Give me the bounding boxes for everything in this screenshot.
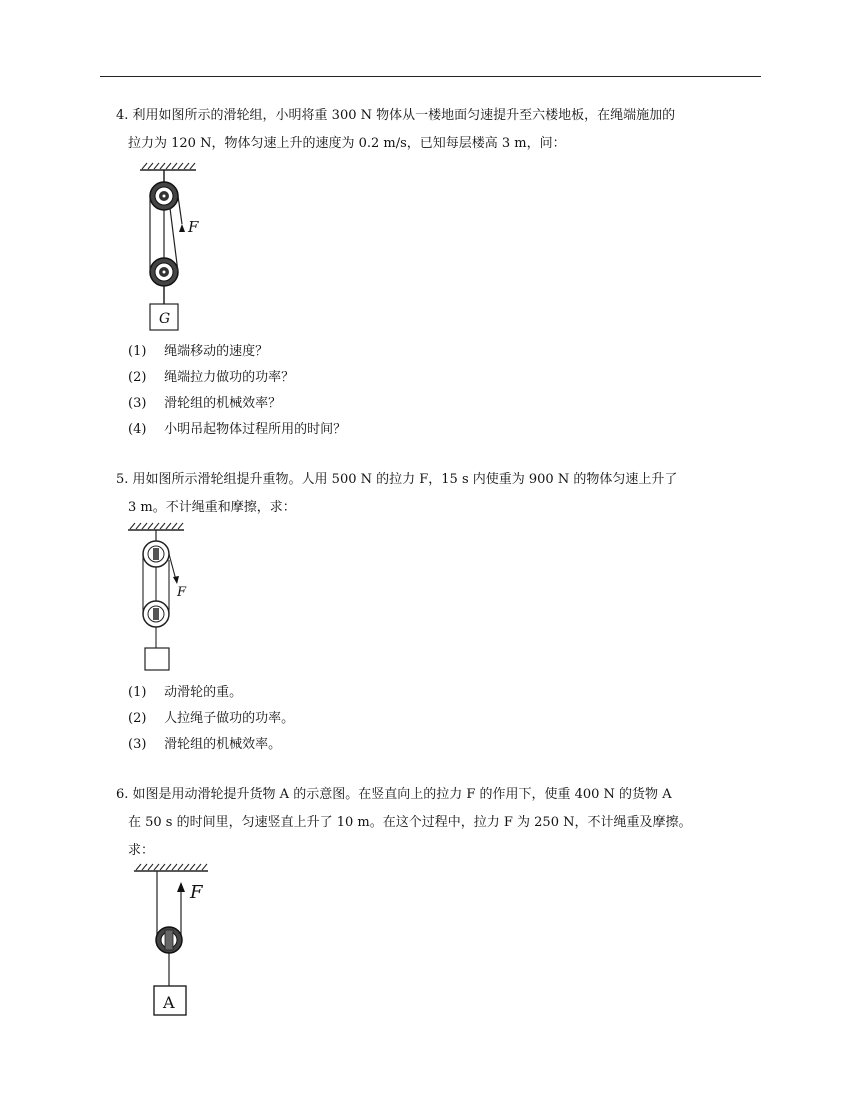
force-arrow-head xyxy=(179,224,185,232)
problem-6-line-3: 求： xyxy=(128,843,155,858)
movable-pulley xyxy=(143,601,169,627)
problem-6-line-2: 在 50 s 的时间里，匀速竖直上升了 10 m。在这个过程中，拉力 F 为 250 N，不计绳重及摩擦。 xyxy=(128,815,692,830)
weight-label: G xyxy=(159,311,171,327)
cargo-label: A xyxy=(163,993,175,1012)
question-text: 人拉绳子做功的功率。 xyxy=(164,711,295,726)
problem-6-pulley-figure xyxy=(130,862,214,1020)
fixed-pulley xyxy=(150,182,178,210)
list-item xyxy=(128,391,346,417)
problem-4-pulley-figure xyxy=(130,162,210,334)
force-arrow-head xyxy=(177,882,185,892)
question-text: 绳端移动的速度？ xyxy=(164,344,269,359)
list-item xyxy=(128,365,346,391)
problem-5-line-2: 3 m。不计绳重和摩擦，求： xyxy=(128,500,296,515)
ceiling-hatch xyxy=(140,163,196,170)
header-rule xyxy=(100,76,761,77)
question-number: (3) xyxy=(128,737,147,752)
question-text: 滑轮组的机械效率？ xyxy=(164,396,282,411)
question-number: (1) xyxy=(128,344,147,359)
question-number: (1) xyxy=(128,685,147,700)
question-text: 动滑轮的重。 xyxy=(164,685,243,700)
question-text: 绳端拉力做功的功率？ xyxy=(164,370,295,385)
weight-block xyxy=(145,648,169,670)
question-number: (2) xyxy=(128,711,147,726)
movable-pulley xyxy=(156,927,182,953)
problem-5-pulley-figure xyxy=(126,522,206,674)
list-item xyxy=(128,680,294,706)
ceiling-hatch xyxy=(134,864,208,871)
problem-4-questions xyxy=(128,339,346,443)
force-label: F xyxy=(190,882,203,903)
movable-pulley xyxy=(150,258,178,286)
problem-4-text xyxy=(116,102,764,158)
problem-5-questions xyxy=(128,680,294,758)
question-text: 滑轮组的机械效率。 xyxy=(164,737,282,752)
force-arrow-head xyxy=(173,576,179,584)
ceiling-hatch xyxy=(128,523,184,530)
question-number: (3) xyxy=(128,396,147,411)
problem-5-line-1: 5. 用如图所示滑轮组提升重物。人用 500 N 的拉力 F，15 s 内使重为 900 N 的物体匀速上升了 xyxy=(116,472,678,487)
force-label: F xyxy=(177,585,187,600)
problem-5-text xyxy=(116,466,764,522)
problem-4-line-1: 4. 利用如图所示的滑轮组，小明将重 300 N 物体从一楼地面匀速提升至六楼地板，在绳端施加的 xyxy=(116,108,676,123)
list-item xyxy=(128,706,294,732)
list-item xyxy=(128,417,346,443)
fixed-pulley xyxy=(143,541,169,567)
question-text: 小明吊起物体过程所用的时间？ xyxy=(164,422,347,437)
problem-6-text xyxy=(116,781,764,865)
question-number: (4) xyxy=(128,422,147,437)
problem-4-line-2: 拉力为 120 N，物体匀速上升的速度为 0.2 m/s，已知每层楼高 3 m，问： xyxy=(128,136,566,151)
list-item xyxy=(128,732,294,758)
problem-6-line-1: 6. 如图是用动滑轮提升货物 A 的示意图。在竖直向上的拉力 F 的作用下，使重 400 N 的货物 A xyxy=(116,787,672,802)
question-number: (2) xyxy=(128,370,147,385)
list-item xyxy=(128,339,346,365)
force-label: F xyxy=(188,218,199,236)
